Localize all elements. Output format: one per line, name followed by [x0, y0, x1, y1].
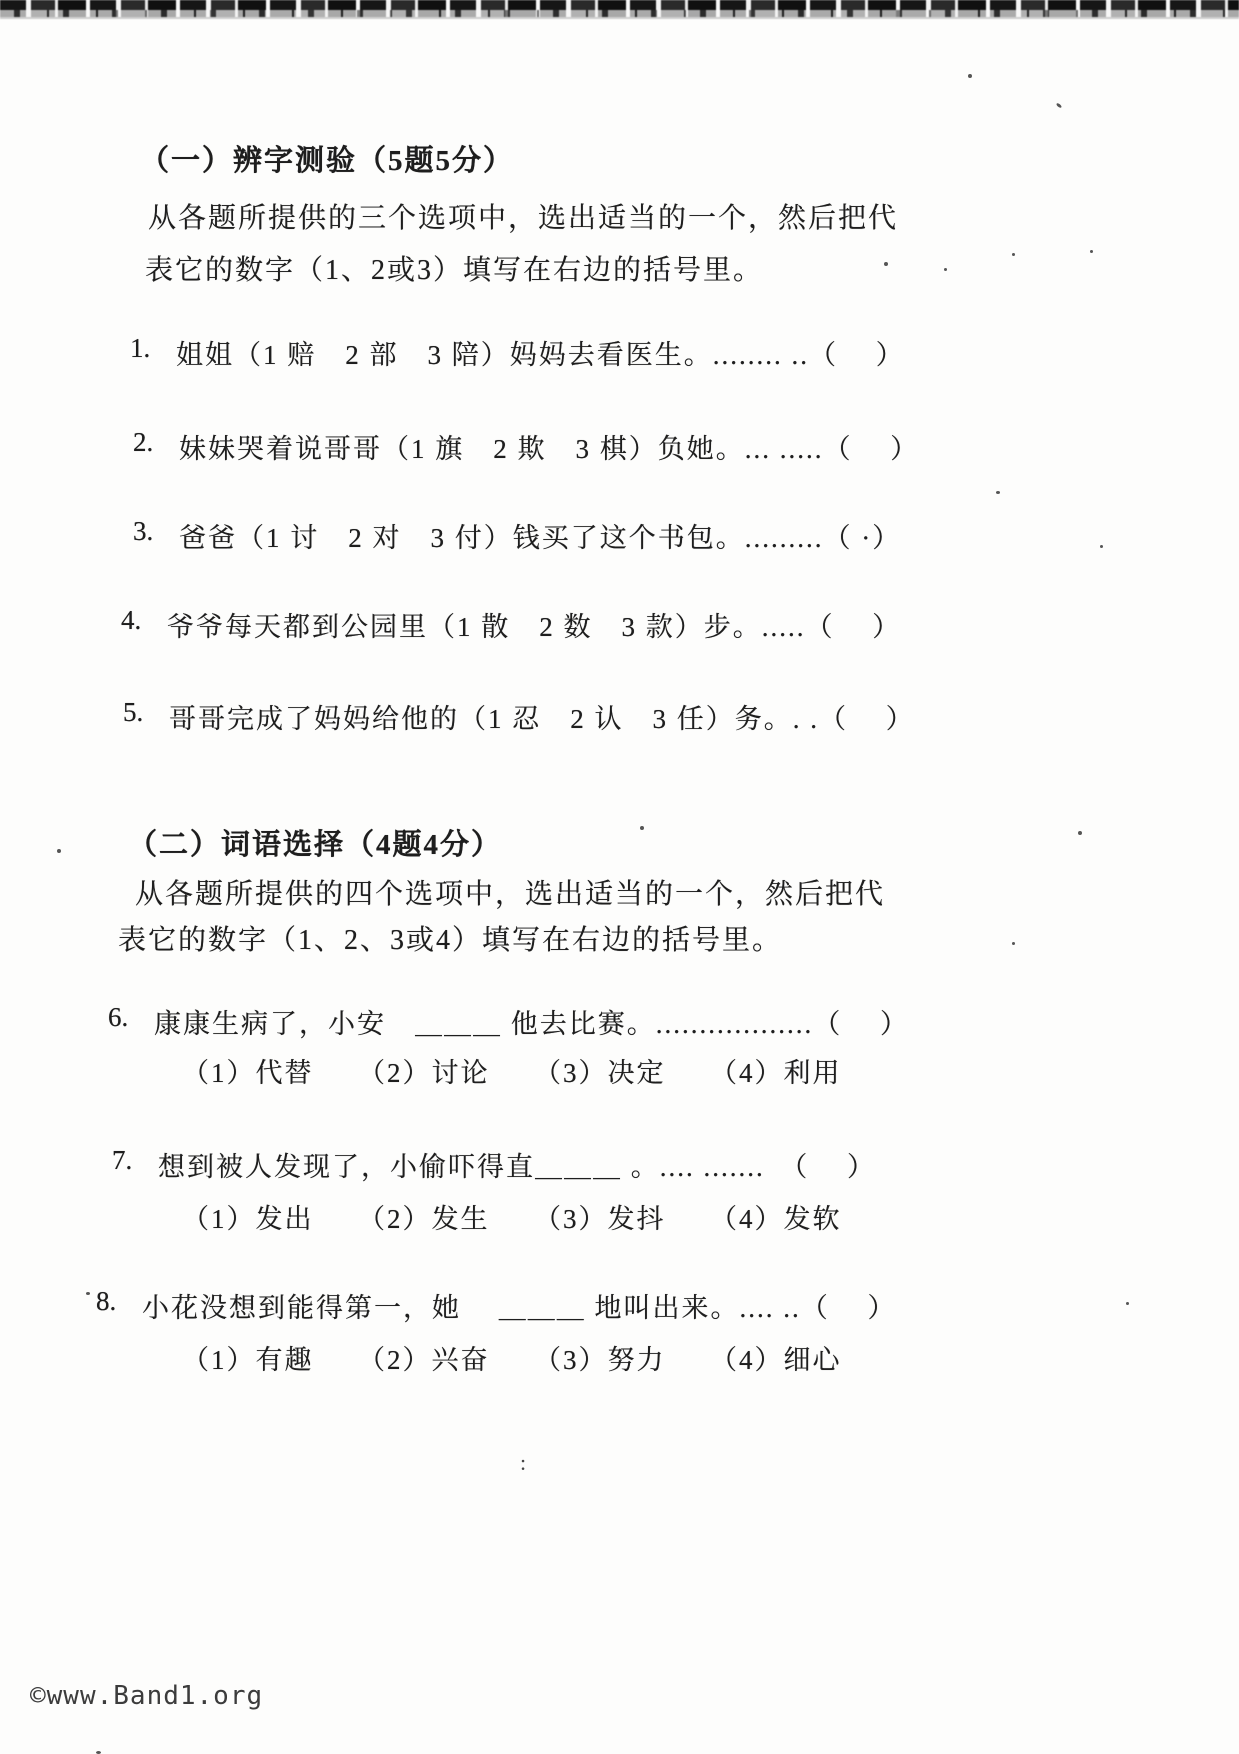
question-text: 想到被人发现了，小偷吓得直＿＿＿ 。.... ....... （ ） — [158, 1152, 876, 1182]
scan-artifact-top — [0, 0, 1239, 19]
question-text: 哥哥完成了妈妈给他的（1 忍 2 认 3 任）务。. .（ ） — [169, 704, 915, 734]
question-text: 小花没想到能得第一，她 ＿＿＿ 地叫出来。.... ..（ ） — [142, 1293, 897, 1323]
section1-title: （一）辨字测验（5题5分） — [140, 145, 515, 177]
scan-noise-speck — [1012, 253, 1015, 256]
question-number: 3. — [133, 516, 154, 546]
scan-noise-speck — [968, 74, 972, 78]
stray-colon-mark: : — [520, 1450, 527, 1475]
question-text: 爷爷每天都到公园里（1 散 2 数 3 款）步。.....（ ） — [167, 612, 902, 642]
question-number: 8. — [96, 1286, 117, 1316]
scan-noise-speck — [86, 1292, 90, 1295]
scan-noise-speck — [1012, 942, 1015, 945]
question-2 — [133, 427, 919, 466]
section2-title: （二）词语选择（4题4分） — [128, 829, 503, 861]
question-number: 5. — [123, 697, 144, 727]
question-text: 姐姐（1 赔 2 部 3 陪）妈妈去看医生。........ ..（ ） — [176, 340, 905, 370]
footer-watermark: ©www.Band1.org — [30, 1681, 264, 1711]
scan-noise-speck — [1090, 250, 1093, 253]
question-1 — [130, 333, 905, 372]
question-text: 妹妹哭着说哥哥（1 旗 2 欺 3 棋）负她。... .....（ ） — [179, 434, 920, 464]
scan-noise-speck — [996, 491, 1000, 494]
question-5 — [123, 697, 915, 736]
scan-noise-speck — [1126, 1302, 1129, 1305]
question-number: 6. — [108, 1002, 129, 1032]
question-text: 康康生病了，小安 ＿＿＿ 他去比赛。..................（ ） — [154, 1009, 909, 1039]
question-7-options: （1）发出 （2）发生 （3）发抖 （4）发软 — [182, 1204, 842, 1234]
scan-noise-speck — [1100, 545, 1103, 548]
scan-noise-speck — [884, 262, 888, 266]
question-number: 4. — [121, 605, 142, 635]
question-number: 7. — [112, 1145, 133, 1175]
question-number: 2. — [133, 427, 154, 457]
question-8 — [96, 1286, 897, 1325]
section2-instructions-line1: 从各题所提供的四个选项中，选出适当的一个，然后把代 — [135, 879, 886, 910]
question-7 — [112, 1145, 876, 1184]
section1-instructions-line2: 表它的数字（1、2或3）填写在右边的括号里。 — [145, 255, 764, 286]
question-text: 爸爸（1 讨 2 对 3 付）钱买了这个书包。.........（ ·） — [179, 523, 902, 553]
question-3 — [133, 516, 901, 555]
question-4 — [121, 605, 901, 644]
question-number: 1. — [130, 333, 151, 363]
question-6 — [108, 1002, 909, 1041]
scan-noise-speck — [944, 268, 947, 271]
question-8-options: （1）有趣 （2）兴奋 （3）努力 （4）细心 — [182, 1345, 842, 1375]
scan-noise-speck — [1078, 831, 1082, 835]
scan-noise-speck — [57, 849, 61, 853]
section1-instructions-line1: 从各题所提供的三个选项中，选出适当的一个，然后把代 — [148, 203, 899, 234]
section2-instructions-line2: 表它的数字（1、2、3或4）填写在右边的括号里。 — [118, 925, 783, 956]
scan-noise-speck — [640, 826, 644, 830]
scan-noise-speck — [1056, 102, 1063, 108]
question-6-options: （1）代替 （2）讨论 （3）决定 （4）利用 — [182, 1058, 842, 1088]
